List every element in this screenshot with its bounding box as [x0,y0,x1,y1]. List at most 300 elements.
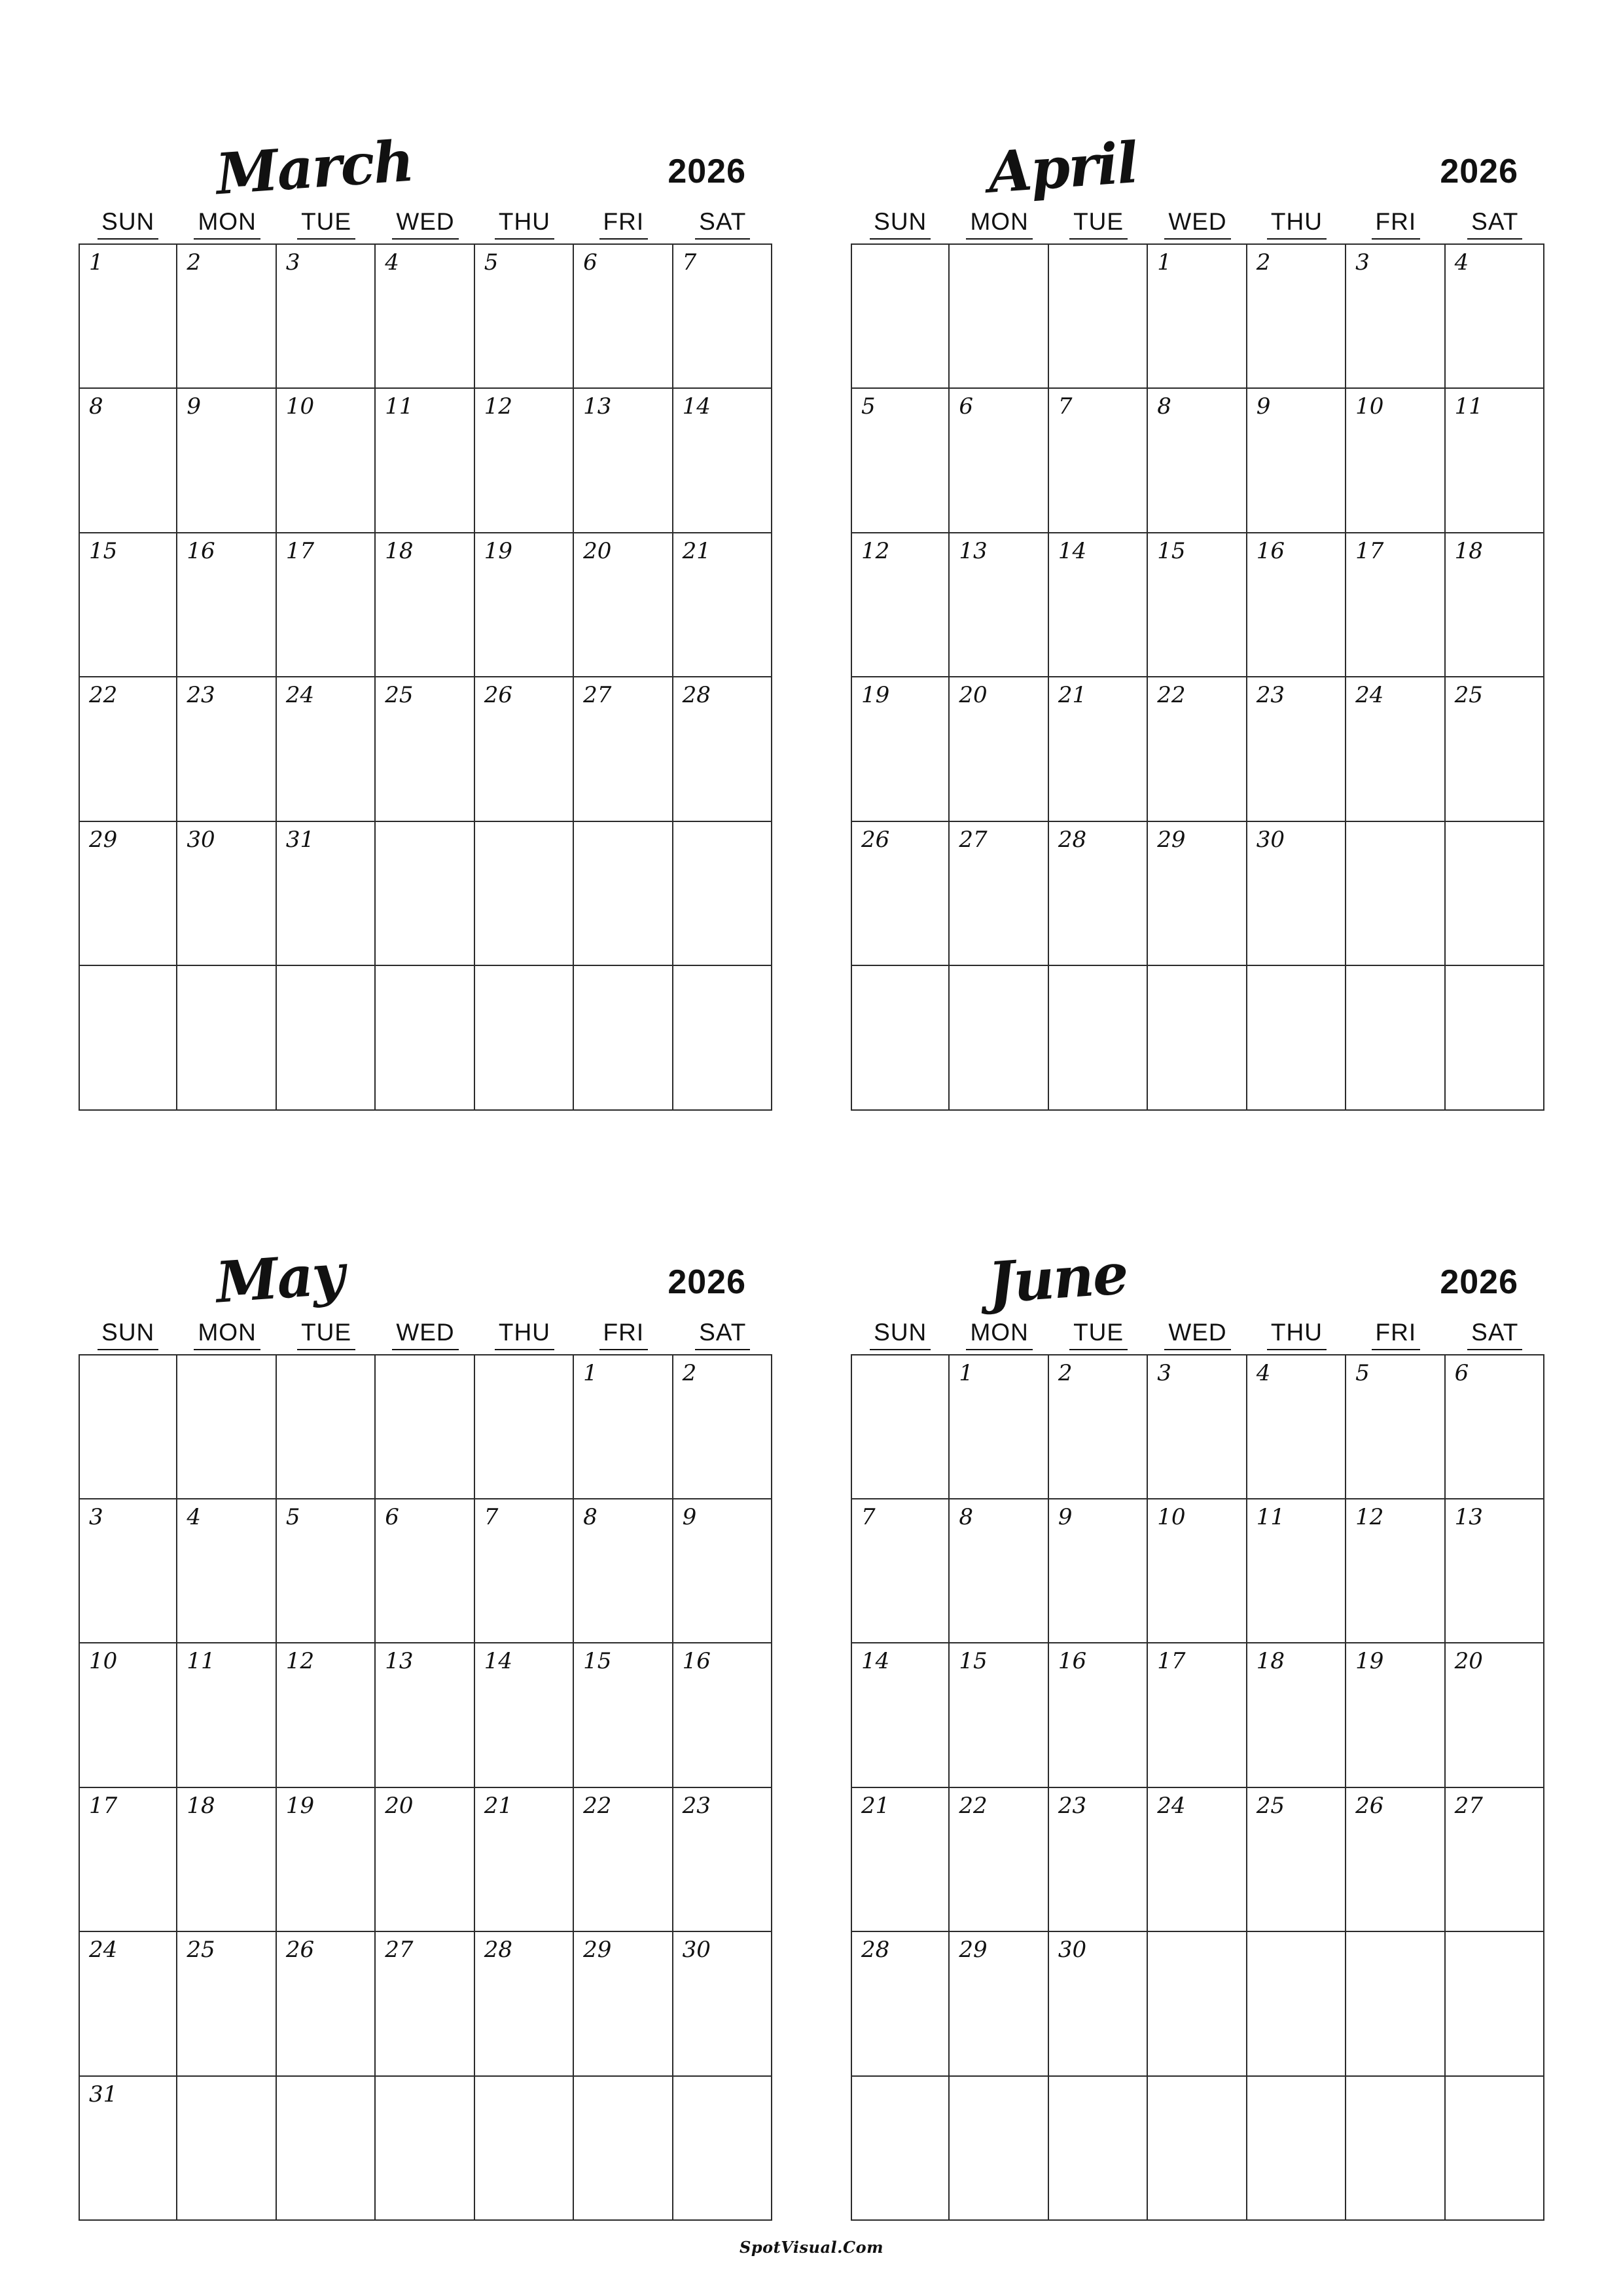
day-cell[interactable] [1148,389,1247,533]
day-cell[interactable] [177,1932,276,2076]
day-number: 26 [484,682,512,709]
day-number: 31 [89,2081,118,2108]
weekday-label: MON [966,208,1032,240]
day-cell[interactable] [277,1499,376,1643]
day-cell[interactable] [673,389,772,533]
day-cell[interactable] [79,1643,177,1787]
day-cell[interactable] [376,1643,474,1787]
day-number: 28 [1058,826,1087,853]
day-cell[interactable] [1247,677,1346,821]
day-cell[interactable] [1346,1788,1445,1932]
day-cell[interactable] [177,533,276,677]
day-cell[interactable] [475,389,574,533]
day-number: 7 [484,1503,499,1530]
day-cell[interactable] [475,1788,574,1932]
weekday-fri [1346,1319,1445,1354]
weekday-label: TUE [1069,1319,1128,1350]
day-cell[interactable] [851,245,950,389]
day-number: 10 [285,393,315,420]
weekday-label: SUN [98,1319,158,1350]
day-cell[interactable] [277,822,376,966]
weekday-fri [1346,208,1445,243]
day-number: 4 [385,249,399,276]
day-cell[interactable] [376,1932,474,2076]
weekday-fri [574,1319,673,1354]
day-cell[interactable] [1148,1788,1247,1932]
day-number: 8 [1157,393,1171,420]
day-cell[interactable] [79,2077,177,2221]
day-grid [79,1354,772,2221]
day-cell[interactable] [1346,966,1445,1110]
month-header [79,1209,772,1316]
day-cell[interactable] [1446,1355,1544,1499]
day-cell[interactable] [1247,533,1346,677]
day-cell[interactable] [79,1355,177,1499]
day-cell[interactable] [79,966,177,1110]
day-cell[interactable] [376,822,474,966]
footer-credit: SpotVisual.Com [739,2238,883,2257]
day-cell[interactable] [1446,245,1544,389]
month-title: April [986,130,1139,206]
day-number: 12 [484,393,512,420]
day-cell[interactable] [1446,2077,1544,2221]
day-cell[interactable] [574,1499,673,1643]
month-header [851,98,1544,206]
day-cell[interactable] [376,1788,474,1932]
day-cell[interactable] [673,2077,772,2221]
day-cell[interactable] [673,245,772,389]
day-cell[interactable] [1247,966,1346,1110]
day-number: 3 [1157,1359,1171,1386]
day-cell[interactable] [376,1499,474,1643]
day-cell[interactable] [177,245,276,389]
day-cell[interactable] [475,966,574,1110]
month-title: March [213,128,416,208]
day-grid [851,243,1544,1111]
day-cell[interactable] [950,533,1048,677]
day-cell[interactable] [177,1643,276,1787]
day-number: 30 [1256,826,1285,853]
day-number: 12 [285,1648,315,1675]
day-cell[interactable] [1446,822,1544,966]
day-number: 20 [1454,1648,1483,1675]
day-cell[interactable] [1346,2077,1445,2221]
weekday-label: FRI [1372,208,1421,240]
day-cell[interactable] [1346,677,1445,821]
day-number: 4 [187,1503,202,1530]
day-number: 28 [682,682,711,709]
day-cell[interactable] [277,1355,376,1499]
day-cell[interactable] [1346,245,1445,389]
day-cell[interactable] [1049,966,1148,1110]
weekday-label: SUN [870,208,931,240]
day-number: 24 [285,682,315,709]
day-cell[interactable] [475,1499,574,1643]
day-cell[interactable] [79,389,177,533]
day-cell[interactable] [79,1499,177,1643]
day-cell[interactable] [79,245,177,389]
day-cell[interactable] [376,677,474,821]
weekday-label: WED [1164,1319,1230,1350]
day-cell[interactable] [277,2077,376,2221]
day-cell[interactable] [79,822,177,966]
day-cell[interactable] [277,966,376,1110]
day-cell[interactable] [1148,1355,1247,1499]
day-cell[interactable] [475,533,574,677]
weekday-wed [1148,208,1247,243]
day-cell[interactable] [673,822,772,966]
day-cell[interactable] [1049,822,1148,966]
day-cell[interactable] [1148,533,1247,677]
day-cell[interactable] [1346,389,1445,533]
day-cell[interactable] [1049,533,1148,677]
weekday-wed [376,208,474,243]
day-cell[interactable] [1446,677,1544,821]
day-cell[interactable] [950,1788,1048,1932]
day-cell[interactable] [574,1788,673,1932]
day-number: 29 [89,826,118,853]
day-cell[interactable] [1049,1788,1148,1932]
day-cell[interactable] [1247,389,1346,533]
day-cell[interactable] [851,1643,950,1787]
day-cell[interactable] [673,677,772,821]
day-cell[interactable] [950,1643,1048,1787]
month-year: 2026 [1440,1263,1518,1301]
weekday-label: TUE [297,1319,355,1350]
day-cell[interactable] [950,1932,1048,2076]
day-cell[interactable] [673,966,772,1110]
day-number: 21 [682,537,711,564]
day-cell[interactable] [574,389,673,533]
day-number: 17 [285,537,315,564]
day-number: 23 [1256,682,1285,709]
day-cell[interactable] [475,1932,574,2076]
day-number: 9 [682,1503,697,1530]
day-cell[interactable] [475,245,574,389]
weekday-mon [950,1319,1048,1354]
day-cell[interactable] [177,677,276,821]
day-cell[interactable] [1049,1355,1148,1499]
weekday-sat [673,1319,772,1354]
day-number: 26 [285,1937,315,1964]
day-number: 4 [1256,1359,1271,1386]
day-cell[interactable] [1049,1643,1148,1787]
day-number: 26 [1355,1792,1384,1819]
day-cell[interactable] [277,389,376,533]
day-cell[interactable] [851,966,950,1110]
day-number: 15 [89,537,118,564]
day-number: 19 [484,537,512,564]
day-cell[interactable] [376,533,474,677]
weekday-label: MON [194,1319,260,1350]
day-cell[interactable] [1446,1643,1544,1787]
day-number: 1 [89,249,103,276]
day-cell[interactable] [574,1643,673,1787]
day-number: 25 [1454,682,1483,709]
weekday-thu [475,208,574,243]
day-number: 13 [1454,1503,1483,1530]
day-cell[interactable] [950,389,1048,533]
day-number: 7 [682,249,697,276]
weekday-label: THU [1267,1319,1327,1350]
month-year: 2026 [668,152,746,190]
day-cell[interactable] [1148,1932,1247,2076]
day-cell[interactable] [851,389,950,533]
day-number: 25 [1256,1792,1285,1819]
day-number: 14 [484,1648,512,1675]
day-cell[interactable] [574,2077,673,2221]
day-grid [851,1354,1544,2221]
day-cell[interactable] [1049,1932,1148,2076]
day-cell[interactable] [1247,1788,1346,1932]
day-cell[interactable] [79,1932,177,2076]
day-number: 21 [861,1792,890,1819]
day-cell[interactable] [673,1355,772,1499]
day-cell[interactable] [177,822,276,966]
day-number: 2 [1058,1359,1073,1386]
day-number: 3 [285,249,300,276]
day-cell[interactable] [851,1499,950,1643]
day-cell[interactable] [177,1499,276,1643]
day-cell[interactable] [851,1788,950,1932]
day-cell[interactable] [950,1355,1048,1499]
day-number: 9 [187,393,202,420]
day-number: 16 [682,1648,711,1675]
day-cell[interactable] [574,966,673,1110]
day-grid [79,243,772,1111]
day-number: 27 [959,826,988,853]
day-cell[interactable] [574,245,673,389]
day-cell[interactable] [1446,533,1544,677]
day-cell[interactable] [79,677,177,821]
day-cell[interactable] [1446,966,1544,1110]
day-cell[interactable] [673,1643,772,1787]
day-cell[interactable] [376,389,474,533]
weekday-header-row [851,1319,1544,1354]
weekday-mon [950,208,1048,243]
day-number: 25 [385,682,414,709]
day-cell[interactable] [574,533,673,677]
day-number: 23 [1058,1792,1087,1819]
day-cell[interactable] [950,822,1048,966]
day-cell[interactable] [1148,822,1247,966]
day-cell[interactable] [376,1355,474,1499]
day-number: 17 [1157,1648,1186,1675]
day-number: 28 [484,1937,512,1964]
month-title: May [213,1240,346,1316]
day-cell[interactable] [950,245,1048,389]
day-cell[interactable] [1446,1932,1544,2076]
day-cell[interactable] [376,966,474,1110]
day-cell[interactable] [673,1932,772,2076]
day-cell[interactable] [79,1788,177,1932]
weekday-tue [1049,1319,1148,1354]
day-number: 7 [1058,393,1073,420]
day-number: 8 [959,1503,974,1530]
weekday-label: SAT [695,208,750,240]
weekday-wed [1148,1319,1247,1354]
day-cell[interactable] [1148,245,1247,389]
day-cell[interactable] [475,1355,574,1499]
day-number: 23 [682,1792,711,1819]
day-cell[interactable] [1148,966,1247,1110]
weekday-label: SAT [1467,208,1522,240]
day-cell[interactable] [277,1932,376,2076]
day-cell[interactable] [277,1788,376,1932]
day-number: 7 [861,1503,876,1530]
day-cell[interactable] [673,1499,772,1643]
day-number: 4 [1454,249,1469,276]
day-number: 10 [89,1648,118,1675]
day-number: 13 [385,1648,414,1675]
day-number: 29 [583,1937,612,1964]
weekday-sun [851,208,950,243]
weekday-label: MON [194,208,260,240]
day-number: 5 [484,249,499,276]
weekday-label: WED [1164,208,1230,240]
day-cell[interactable] [277,245,376,389]
day-cell[interactable] [1247,1499,1346,1643]
day-number: 16 [187,537,215,564]
day-number: 19 [285,1792,315,1819]
weekday-label: MON [966,1319,1032,1350]
day-cell[interactable] [1247,245,1346,389]
day-cell[interactable] [1446,1499,1544,1643]
day-cell[interactable] [851,533,950,677]
month-year: 2026 [668,1263,746,1301]
day-cell[interactable] [851,2077,950,2221]
day-cell[interactable] [851,1355,950,1499]
day-cell[interactable] [1148,2077,1247,2221]
day-cell[interactable] [851,1932,950,2076]
day-cell[interactable] [1346,1355,1445,1499]
day-number: 2 [1256,249,1271,276]
day-number: 19 [861,682,890,709]
day-number: 22 [583,1792,612,1819]
day-number: 12 [1355,1503,1384,1530]
weekday-tue [277,208,376,243]
day-cell[interactable] [277,1643,376,1787]
day-cell[interactable] [1247,1932,1346,2076]
day-cell[interactable] [79,533,177,677]
day-cell[interactable] [1346,1643,1445,1787]
day-cell[interactable] [574,822,673,966]
day-cell[interactable] [376,2077,474,2221]
day-number: 20 [385,1792,414,1819]
day-number: 8 [583,1503,597,1530]
day-number: 6 [959,393,974,420]
day-cell[interactable] [177,1788,276,1932]
month-block-may [79,1209,772,2221]
day-cell[interactable] [1346,1499,1445,1643]
weekday-label: THU [495,1319,554,1350]
day-cell[interactable] [1148,677,1247,821]
month-header [79,98,772,208]
day-cell[interactable] [950,1499,1048,1643]
month-title: June [986,1240,1130,1316]
day-cell[interactable] [1148,1643,1247,1787]
day-cell[interactable] [177,2077,276,2221]
day-cell[interactable] [1247,1643,1346,1787]
day-cell[interactable] [376,245,474,389]
day-cell[interactable] [1148,1499,1247,1643]
day-number: 9 [1058,1503,1073,1530]
weekday-sun [79,208,177,243]
day-cell[interactable] [574,1355,673,1499]
day-cell[interactable] [950,2077,1048,2221]
weekday-label: SUN [870,1319,931,1350]
day-cell[interactable] [1049,2077,1148,2221]
day-cell[interactable] [475,822,574,966]
day-cell[interactable] [1446,1788,1544,1932]
day-number: 29 [959,1937,988,1964]
day-number: 11 [187,1648,215,1675]
day-cell[interactable] [277,677,376,821]
day-cell[interactable] [851,677,950,821]
day-cell[interactable] [673,1788,772,1932]
day-cell[interactable] [1346,1932,1445,2076]
day-cell[interactable] [673,533,772,677]
day-cell[interactable] [177,389,276,533]
day-cell[interactable] [1446,389,1544,533]
day-cell[interactable] [177,966,276,1110]
day-cell[interactable] [1247,1355,1346,1499]
day-cell[interactable] [1247,2077,1346,2221]
day-number: 30 [187,826,215,853]
weekday-label: WED [392,1319,458,1350]
day-number: 5 [1355,1359,1370,1386]
day-cell[interactable] [1049,245,1148,389]
day-number: 13 [959,537,988,564]
day-cell[interactable] [1346,822,1445,966]
day-cell[interactable] [475,2077,574,2221]
day-cell[interactable] [1049,389,1148,533]
day-number: 11 [1256,1503,1285,1530]
day-number: 18 [187,1792,215,1819]
day-cell[interactable] [574,677,673,821]
weekday-label: FRI [599,1319,649,1350]
day-number: 1 [959,1359,974,1386]
day-number: 22 [89,682,118,709]
day-cell[interactable] [1247,822,1346,966]
weekday-sun [851,1319,950,1354]
weekday-wed [376,1319,474,1354]
weekday-thu [475,1319,574,1354]
day-cell[interactable] [277,533,376,677]
day-number: 25 [187,1937,215,1964]
day-number: 14 [682,393,711,420]
day-cell[interactable] [950,966,1048,1110]
day-cell[interactable] [475,677,574,821]
day-number: 18 [1256,1648,1285,1675]
weekday-label: WED [392,208,458,240]
weekday-label: SAT [1467,1319,1522,1350]
day-cell[interactable] [1346,533,1445,677]
day-cell[interactable] [851,822,950,966]
day-cell[interactable] [1049,1499,1148,1643]
day-cell[interactable] [177,1355,276,1499]
month-year: 2026 [1440,152,1518,190]
day-cell[interactable] [475,1643,574,1787]
weekday-header-row [851,208,1544,243]
weekday-label: SUN [98,208,158,240]
day-cell[interactable] [1049,677,1148,821]
day-cell[interactable] [574,1932,673,2076]
month-block-march [79,98,772,1111]
day-number: 20 [583,537,612,564]
day-cell[interactable] [950,677,1048,821]
day-number: 5 [861,393,876,420]
